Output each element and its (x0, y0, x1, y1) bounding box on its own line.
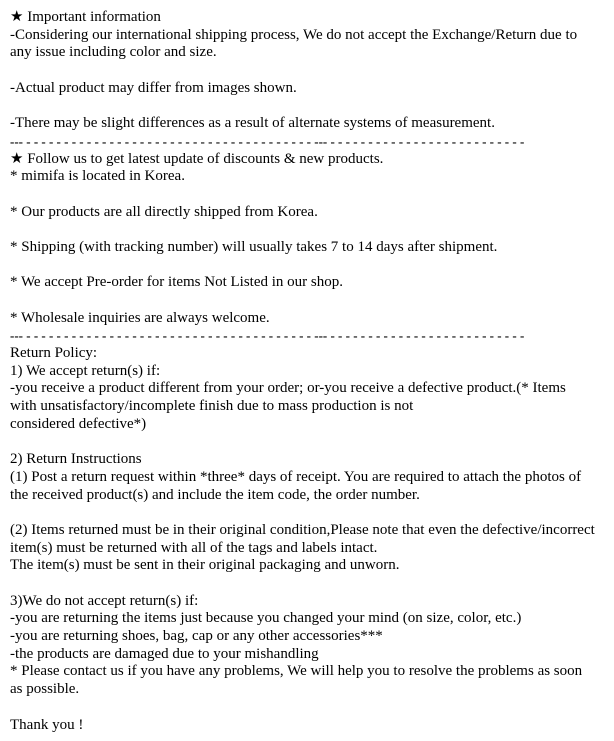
text-line: -Considering our international shipping process, We do not accept the Exchange/Return due to (10, 26, 578, 43)
text-line: any issue including color and size. (10, 44, 217, 61)
blank-line (10, 699, 612, 717)
section-important-information (10, 9, 612, 133)
text-line: ★ Important information (10, 9, 161, 25)
text-line: * We accept Pre-order for items Not Listed in our shop. (10, 274, 344, 291)
text-line: -There may be slight differences as a result of alternate systems of measurement. (10, 115, 495, 132)
text-line: * Shipping (with tracking number) will usually takes 7 to 14 days after shipment. (10, 238, 498, 255)
section-shop-information (10, 151, 612, 328)
blank-line (10, 575, 612, 593)
text-line: Thank you ! (10, 716, 84, 733)
text-line: The item(s) must be sent in their original packaging and unworn. (10, 557, 400, 574)
text-line: -you are returning shoes, bag, cap or any other accessories*** (10, 628, 383, 645)
blank-line (10, 186, 612, 204)
section-return-policy (10, 345, 612, 734)
dashed-separator: --- - - - - - - - - - - - - - - - - - - - - - - - - - - - - - - - - - - - - - - --- - - - - - - - - - - - - - - - - - - - - - - - - - - (10, 133, 525, 149)
blank-line (10, 97, 612, 115)
section-separator-2 (10, 327, 612, 345)
blank-line (10, 62, 612, 80)
text-line: 1) We accept return(s) if: (10, 362, 161, 379)
text-line: -you are returning the items just because you changed your mind (on size, color, etc.) (10, 610, 522, 627)
text-line: 2) Return Instructions (10, 451, 142, 468)
section-separator-1 (10, 133, 612, 151)
text-line: considered defective*) (10, 415, 147, 432)
text-line: * Wholesale inquiries are always welcome. (10, 309, 270, 326)
text-line: as possible. (10, 681, 80, 698)
dashed-separator: --- - - - - - - - - - - - - - - - - - - - - - - - - - - - - - - - - - - - - - - --- - - - - - - - - - - - - - - - - - - - - - - - - - - (10, 328, 525, 344)
text-line: * mimifa is located in Korea. (10, 168, 185, 185)
blank-line (10, 434, 612, 452)
blank-line (10, 504, 612, 522)
text-line: 3)We do not accept return(s) if: (10, 592, 199, 609)
text-line: * Please contact us if you have any problems, We will help you to resolve the problems as soon (10, 663, 583, 680)
text-line: (2) Items returned must be in their original condition,Please note that even the defective/incorrect (10, 521, 595, 538)
text-line: Return Policy: (10, 345, 98, 362)
text-line: ★ Follow us to get latest update of discounts & new products. (10, 150, 384, 167)
blank-line (10, 292, 612, 310)
text-line: * Our products are all directly shipped from Korea. (10, 203, 318, 220)
text-line: the received product(s) and include the item code, the order number. (10, 486, 420, 503)
text-line: (1) Post a return request within *three* days of receipt. You are required to attach the photos of (10, 468, 582, 485)
text-line: -the products are damaged due to your mishandling (10, 645, 319, 662)
text-line: -Actual product may differ from images shown. (10, 79, 297, 96)
blank-line (10, 221, 612, 239)
text-line: -you receive a product different from your order; or-you receive a defective product.(* Items (10, 380, 566, 397)
text-line: with unsatisfactory/incomplete finish due to mass production is not (10, 398, 414, 415)
blank-line (10, 257, 612, 275)
text-line: item(s) must be returned with all of the tags and labels intact. (10, 539, 378, 556)
